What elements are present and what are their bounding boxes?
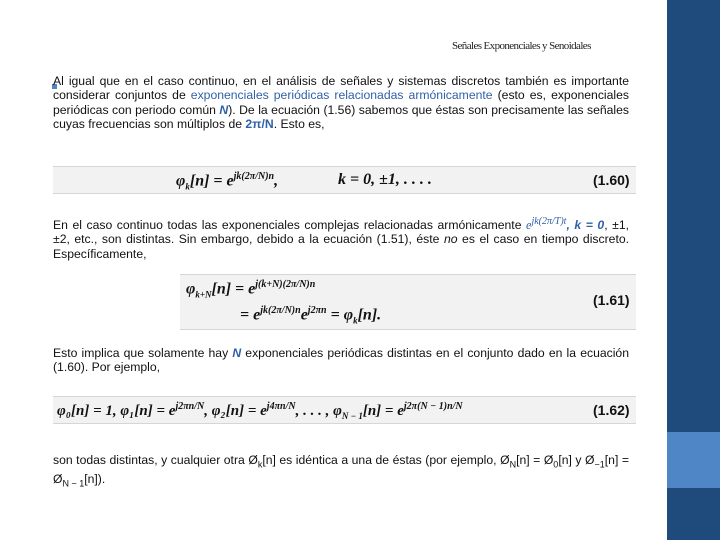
equation-1-62-expression: φ₀[n] = 1, $\varphi_1[n] = e^{j2\pi n/N}$, $\varphi_2[n] = e^{j4\pi n/N}$, . . . , $\varphi_{N - 1}[n] = e^{j2\pi(N - 1)n/N}$ [57, 401, 463, 421]
slide-title: Señales Exponenciales y Senoidales [452, 40, 591, 52]
p1-text-b: (esto es, exponenciales periódicas con periodo común [53, 88, 629, 117]
p1-text-a: Al igual que en el caso continuo, en el análisis de señales y sistemas discretos también es importante considerar conjuntos de [53, 74, 629, 103]
p1-frequency: 2π/N [245, 117, 274, 132]
equation-1-60-lhs: $\varphi_k[n] = e^{jk(2\pi/N)n}$, [176, 171, 279, 192]
equation-1-61-line2: = $e^{jk(2\pi/N)n}e^{j2\pi n} = \varphi_k[n]$. [240, 305, 382, 326]
p1-text-c: ). De la ecuación (1.56) sabemos que éstas son precisamente las señales cuyas frecuencias son múltiplos de [53, 102, 629, 132]
p3-text-b: exponenciales periódicas distintas en el conjunto dado en la ecuación (1.60). Por ejemplo, [53, 346, 629, 375]
paragraph-conclusion: son todas distintas, y cualquier otra $Ø_k[n]$ es idéntica a una de éstas (por ejemplo, $Ø_N[n]$ = $Ø_0[n]$ y $Ø_{-1}[n]$ = $Ø_{N - 1}[n]$). [53, 453, 629, 489]
p2-no: no [443, 232, 458, 247]
equation-1-61-line1: $\varphi_{k+N}[n] = e^{j(k+N)(2\pi/N)n}$ [186, 279, 316, 300]
paragraph-intro [53, 74, 629, 132]
equation-number-1-60: (1.60) [593, 172, 630, 188]
equation-1-62-box [53, 396, 636, 424]
sidebar-bottom-block [667, 488, 720, 540]
p2-text-c: es el caso en tiempo discreto. Específicamente, [53, 232, 629, 261]
p3-n: N [232, 346, 242, 360]
equation-number-1-61: (1.61) [593, 292, 630, 308]
p2-text-b: , ±1, ±2, etc., son distintas. Sin embargo, debido a la ecuación (1.51), éste [53, 218, 629, 247]
paragraph-implication [53, 346, 629, 375]
p1-period-n: N [219, 102, 229, 117]
p2-text-a: En el caso continuo todas las exponenciales complejas relacionadas armónicamente [53, 218, 527, 233]
equation-1-60-condition: k = 0, ±1, . . . . [338, 171, 432, 188]
p1-text-d: . Esto es, [273, 117, 325, 132]
p2-expression: $e^{jk(2\pi/T)t}$ [526, 216, 567, 233]
equation-number-1-62: (1.62) [593, 402, 630, 418]
p2-k-values: , k = 0 [566, 218, 605, 233]
sidebar-accent-block [667, 432, 720, 488]
paragraph-continuous-case [53, 215, 629, 261]
p3-text-a: Esto implica que solamente hay [53, 346, 233, 360]
p1-highlight: exponenciales periódicas relacionadas armónicamente [190, 88, 493, 103]
equation-1-60-box [53, 166, 636, 194]
equation-1-61-box [180, 274, 636, 330]
